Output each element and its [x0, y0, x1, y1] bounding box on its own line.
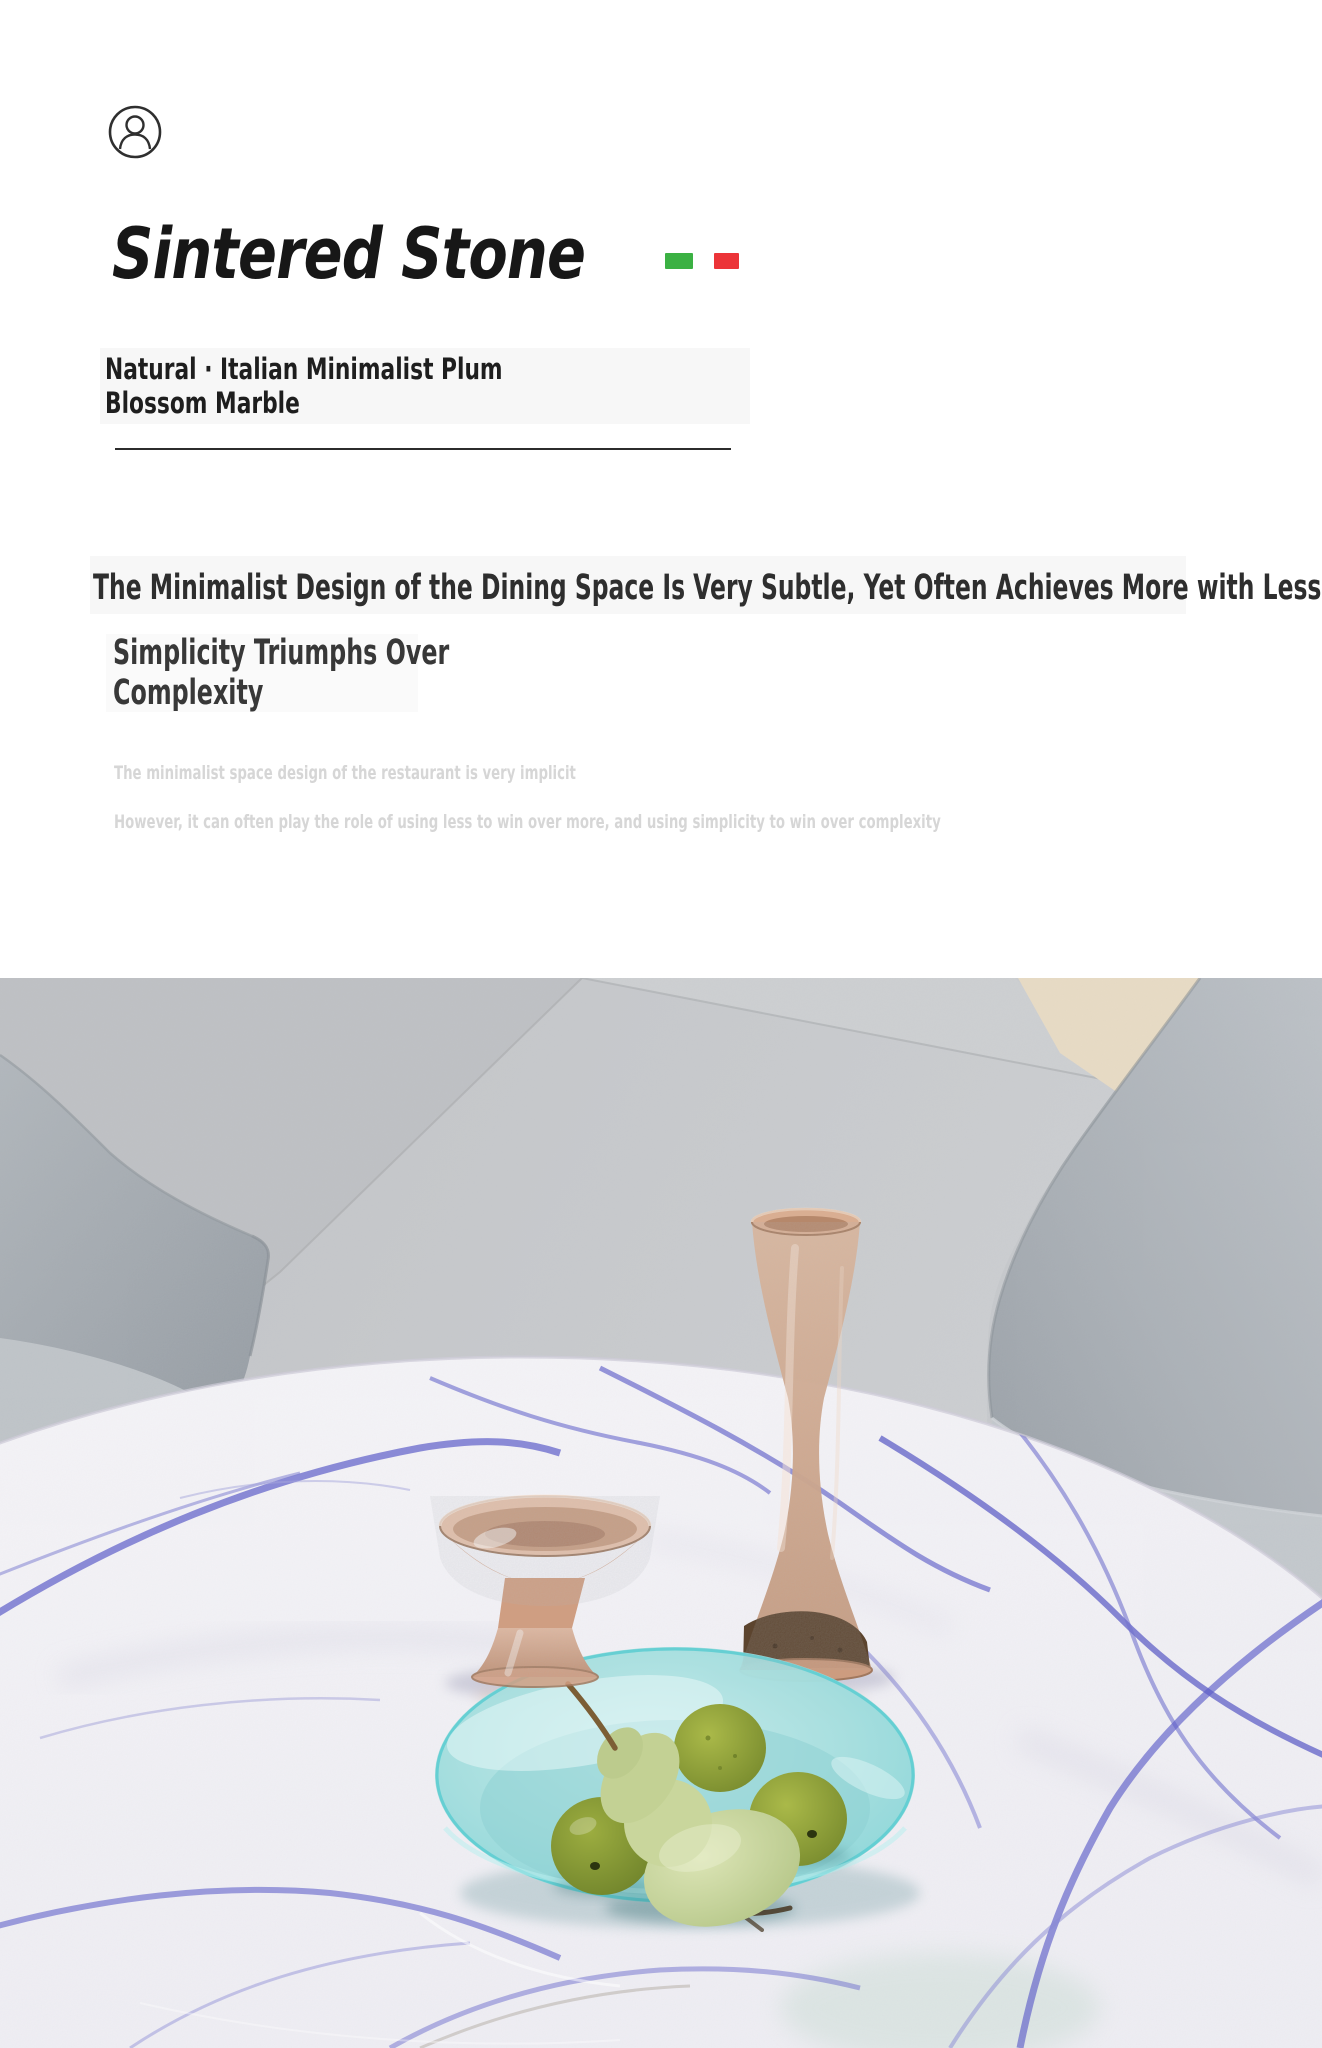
- pear-left-calyx: [590, 1862, 600, 1870]
- brand-title: [112, 213, 689, 295]
- subtitle-line-2: Blossom Marble: [105, 386, 300, 420]
- flag-dash-green: [665, 253, 693, 269]
- description-text: [114, 762, 1295, 833]
- user-icon-ring: [110, 107, 160, 157]
- pear-round-top: [674, 1704, 766, 1792]
- subheadline-line-1: Simplicity Triumphs Over: [113, 633, 450, 673]
- dining-scene-photo: [0, 978, 1322, 2048]
- subtitle-line-1: Natural · Italian Minimalist Plum: [105, 352, 503, 386]
- description-line-2: However, it can often play the role of using less to win over more, and using simplicity to win over complexity: [114, 811, 941, 833]
- flag-dash-red: [714, 253, 739, 269]
- headline: [93, 568, 1322, 608]
- subheadline: [113, 633, 607, 713]
- headline-text: The Minimalist Design of the Dining Space Is Very Subtle, Yet Often Achieves More with Less: [93, 568, 1322, 608]
- description-line-1: The minimalist space design of the restaurant is very implicit: [114, 762, 576, 784]
- subheadline-line-2: Complexity: [113, 673, 264, 713]
- user-icon-shoulders: [120, 135, 150, 150]
- pear-right-calyx: [807, 1830, 817, 1838]
- user-icon-head: [127, 117, 144, 134]
- brand-title-text: Sintered Stone: [112, 213, 586, 295]
- user-icon: [106, 102, 166, 162]
- product-subtitle: [105, 352, 635, 420]
- divider-line: [115, 448, 731, 450]
